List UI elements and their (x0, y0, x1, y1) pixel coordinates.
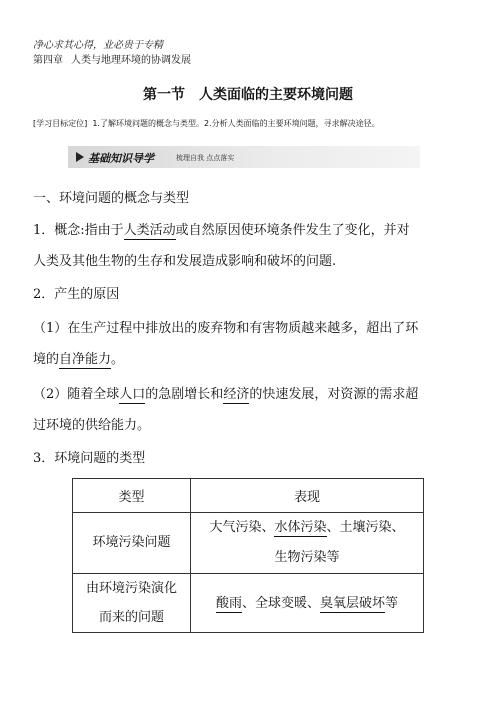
heading-concept-types: 一、环境问题的概念与类型 (33, 191, 190, 206)
concept-line-1: 1．概念:指由于人类活动或自然原因使环境条件发生了变化，并对 (33, 223, 410, 238)
cause2-line-1: （2）随着全球人口的急剧增长和经济的快速发展，对资源的需求超 (33, 387, 419, 402)
objectives-label: [学习目标定位] (33, 119, 88, 128)
table-header-row (73, 479, 424, 513)
cause2-line-2: 过环境的供给能力。 (33, 418, 151, 433)
blank-human-activity: 人类活动 (123, 223, 176, 238)
cause1-line-1: （1）在生产过程中排放出的废弃物和有害物质越来越多，超出了环 (33, 321, 419, 336)
blank-acid-rain: 酸雨 (215, 595, 242, 611)
objectives-text: 1.了解环境问题的概念与类型。2.分析人类面临的主要环境问题，寻求解决途径。 (92, 119, 380, 128)
table-cell-manifestation: 大气污染、水体污染、土壤污染、 生物污染等 (191, 513, 424, 574)
section-number: 第一节 (143, 87, 185, 103)
blank-ozone-depletion: 臭氧层破坏 (320, 595, 386, 611)
learning-objectives (33, 118, 380, 129)
blank-water-pollution: 水体污染 (274, 520, 327, 535)
heading-causes: 2．产生的原因 (33, 287, 120, 302)
table-cell-type: 由环境污染演化 而来的问题 (73, 574, 191, 633)
banner-subtitle: 梳理自我 点点落实 (176, 154, 235, 162)
table-cell-type: 环境污染问题 (73, 513, 191, 574)
chapter-heading (33, 51, 191, 66)
header-motto: 净心求其心得，业必贵于专精 (33, 40, 163, 51)
blank-economy: 经济 (223, 387, 250, 402)
heading-types: 3．环境问题的类型 (33, 451, 146, 466)
chapter-number: 第四章 (33, 55, 63, 66)
cause1-line-2: 境的自净能力。 (33, 352, 125, 367)
concept-line-2: 人类及其他生物的生存和发展造成影响和破坏的问题. (33, 254, 337, 269)
table-row (73, 513, 424, 574)
triangle-icon (76, 152, 84, 162)
table-row (73, 574, 424, 633)
section-banner (68, 146, 420, 168)
chapter-name: 人类与地理环境的协调发展 (71, 55, 191, 66)
blank-population: 人口 (119, 387, 146, 402)
table-header-type: 类型 (73, 479, 191, 513)
blank-self-purification: 自净能力 (59, 352, 112, 367)
environment-problem-table (72, 478, 424, 633)
table-cell-manifestation: 酸雨、全球变暖、臭氧层破坏等 (191, 574, 424, 633)
section-name: 人类面临的主要环境问题 (199, 87, 353, 103)
section-title (0, 84, 496, 104)
table-header-manifestation: 表现 (191, 479, 424, 513)
banner-title: 基础知识导学 (88, 152, 154, 165)
